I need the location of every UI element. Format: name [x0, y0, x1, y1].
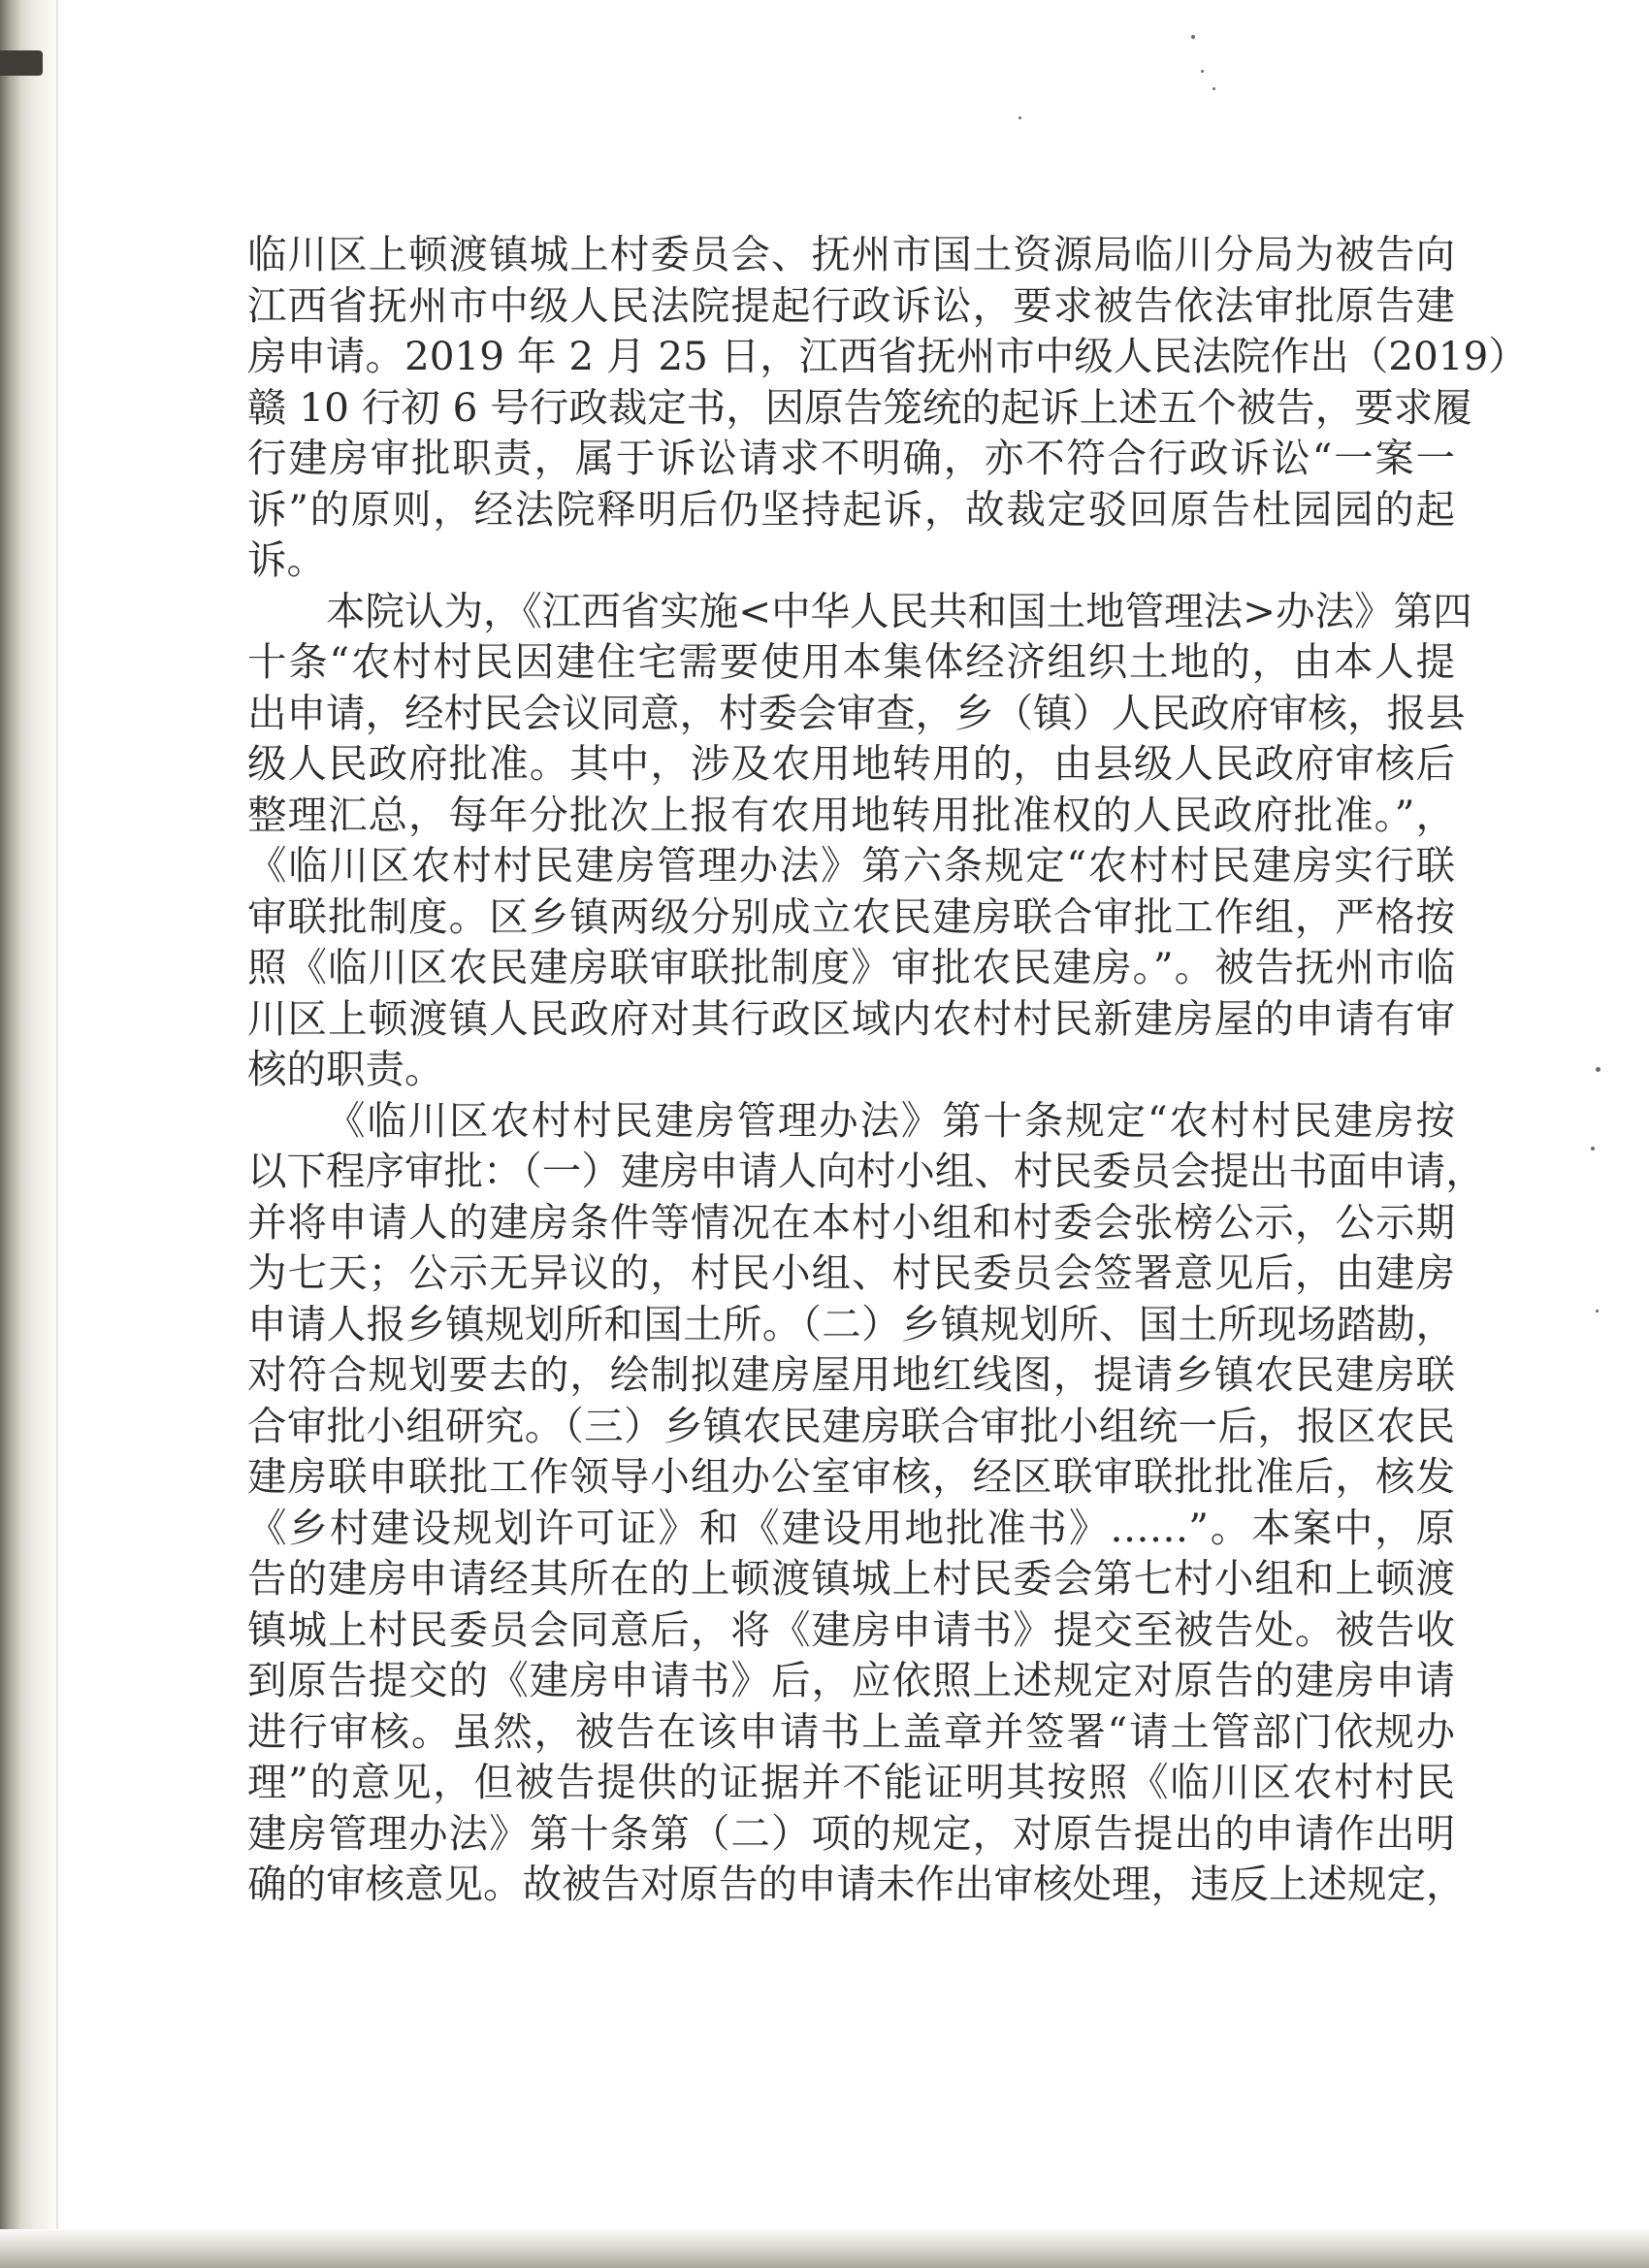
text-line: 进行审核。虽然，被告在该申请书上盖章并签署“请土管部门依规办: [247, 1707, 1455, 1755]
text-line: 房申请。2019 年 2 月 25 日，江西省抚州市中级人民法院作出（2019）: [247, 333, 1528, 379]
text-line: 江西省抚州市中级人民法院提起行政诉讼，要求被告依法审批原告建: [247, 281, 1455, 329]
text-line: 诉”的原则，经法院释明后仍坚持起诉，故裁定驳回原告杜园园的起: [247, 485, 1455, 533]
text-line: 建房联申联批工作领导小组办公室审核，经区联审联批批准后，核发: [247, 1453, 1455, 1500]
text-line: 审联批制度。区乡镇两级分别成立农民建房联合审批工作组，严格按: [247, 892, 1455, 940]
text-line: 核的职责。: [247, 1046, 444, 1092]
text-line: 十条“农村村民因建住宅需要使用本集体经济组织土地的，由本人提: [247, 638, 1455, 685]
text-line: 整理汇总，每年分批次上报有农用地转用批准权的人民政府批准。”，: [247, 791, 1455, 838]
text-line: 照《临川区农民建房联审联批制度》审批农民建房。”。被告抚州市临: [247, 944, 1455, 990]
paragraph-1: [247, 229, 1528, 586]
text-line: 出申请，经村民会议同意，村委会审查，乡（镇）人民政府审核，报县: [247, 689, 1466, 736]
text-line: 《临川区农村村民建房管理办法》第六条规定“农村村民建房实行联: [247, 842, 1455, 889]
text-line: 本院认为，《江西省实施<中华人民共和国土地管理法>办法》第四: [326, 587, 1472, 634]
scan-speck: [1018, 116, 1021, 119]
text-line: 镇城上村民委员会同意后，将《建房申请书》提交至被告处。被告收: [247, 1605, 1455, 1653]
text-line: 《临川区农村村民建房管理办法》第十条规定“农村村民建房按: [326, 1096, 1455, 1144]
text-line: 诉。: [247, 536, 326, 583]
text-line: 川区上顿渡镇人民政府对其行政区域内农村村民新建房屋的申请有审: [247, 994, 1455, 1042]
text-line: 对符合规划要去的，绘制拟建房屋用地红线图，提请乡镇农民建房联: [247, 1351, 1455, 1398]
text-line: 赣 10 行初 6 号行政裁定书，因原告笼统的起诉上述五个被告，要求履: [247, 383, 1472, 431]
text-line: 申请人报乡镇规划所和国土所。（二）乡镇规划所、国土所现场踏勘，: [247, 1300, 1455, 1347]
scan-speck: [1596, 1067, 1600, 1072]
text-line: 合审批小组研究。（三）乡镇农民建房联合审批小组统一后，报区农民: [247, 1402, 1455, 1449]
text-line: 并将申请人的建房条件等情况在本村小组和村委会张榜公示，公示期: [247, 1198, 1455, 1246]
binder-clip-mark: [0, 50, 43, 76]
document-body: [247, 229, 1528, 1910]
text-line: 确的审核意见。故被告对原告的申请未作出审核处理，违反上述规定，: [247, 1861, 1466, 1907]
scan-speck: [1201, 70, 1204, 73]
scan-speck: [1596, 1310, 1599, 1312]
text-line: 建房管理办法》第十条第（二）项的规定，对原告提出的申请作出明: [247, 1809, 1455, 1857]
scan-speck: [1591, 1147, 1595, 1150]
scan-speck: [1191, 35, 1195, 39]
text-line: 理”的意见，但被告提供的证据并不能证明其按照《临川区农村村民: [247, 1759, 1455, 1805]
text-line: 到原告提交的《建房申请书》后，应依照上述规定对原告的建房申请: [247, 1657, 1455, 1703]
text-line: 为七天；公示无异议的，村民小组、村民委员会签署意见后，由建房: [247, 1249, 1455, 1296]
text-line: 临川区上顿渡镇城上村委员会、抚州市国土资源局临川分局为被告向: [247, 231, 1455, 277]
scan-speck: [1212, 87, 1215, 90]
text-line: 级人民政府批准。其中，涉及农用地转用的，由县级人民政府审核后: [247, 740, 1455, 787]
paragraph-3: [247, 1095, 1485, 1910]
scan-left-edge: [56, 0, 58, 2268]
text-line: 《乡村建设规划许可证》和《建设用地批准书》……”。本案中，原: [247, 1504, 1455, 1551]
text-line: 行建房审批职责，属于诉讼请求不明确，亦不符合行政诉讼“一案一: [247, 435, 1455, 481]
scan-left-shadow: [0, 0, 56, 2268]
paragraph-2: [247, 586, 1472, 1095]
text-line: 以下程序审批：（一）建房申请人向村小组、村民委员会提出书面申请，: [247, 1148, 1485, 1194]
text-line: 告的建房申请经其所在的上顿渡镇城上村民委会第七村小组和上顿渡: [247, 1555, 1455, 1602]
scan-bottom-shadow: [0, 2229, 1649, 2268]
